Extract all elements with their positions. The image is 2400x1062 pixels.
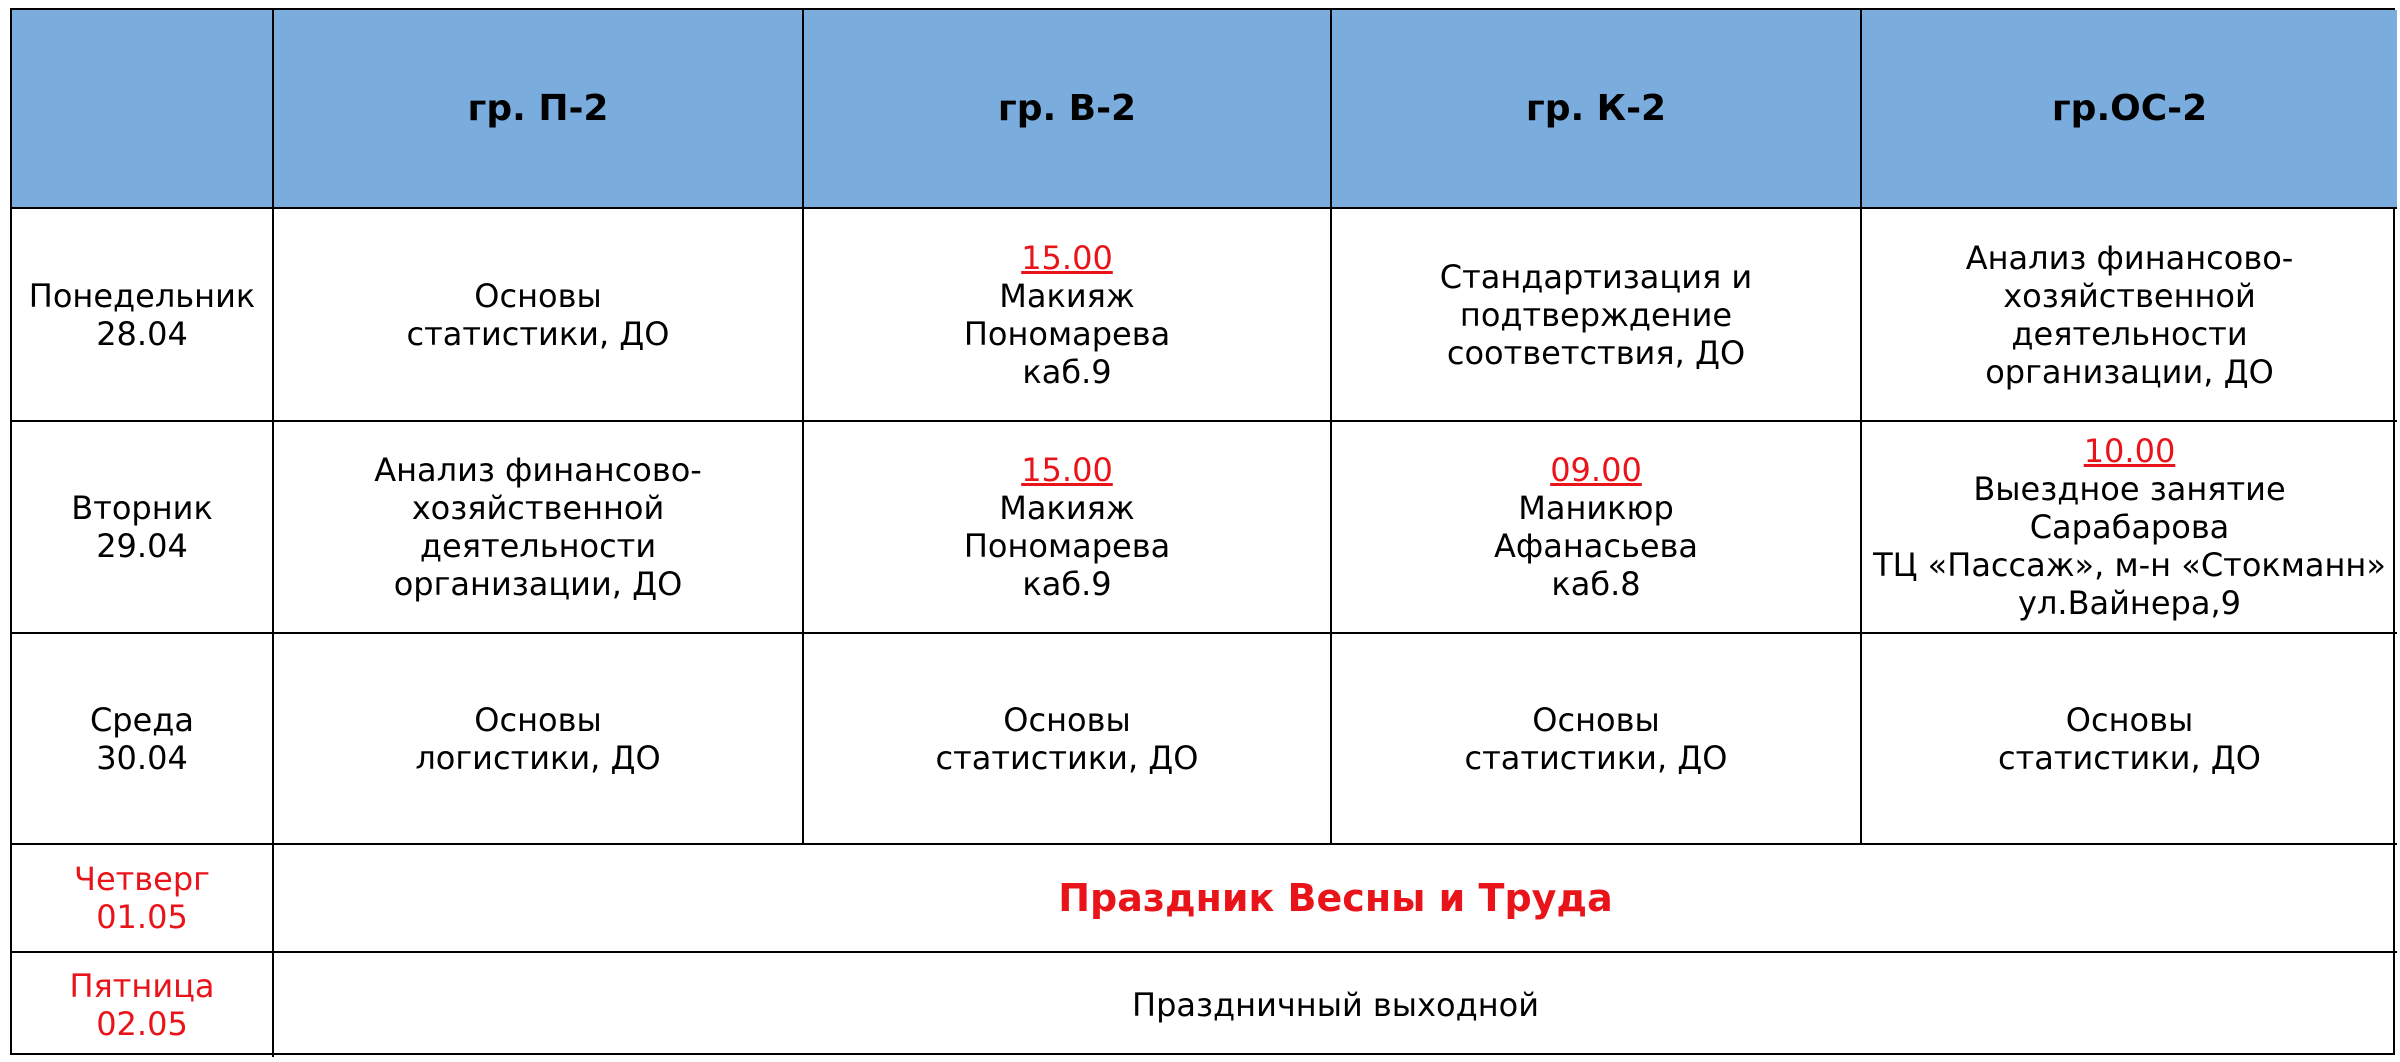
lesson-line: организации, ДО (1985, 352, 2274, 391)
day-off-banner (274, 953, 2397, 1057)
day-name: Понедельник (28, 276, 256, 315)
day-off-text: Праздничный выходной (1132, 986, 1539, 1024)
lesson-line: Основы (1532, 700, 1660, 739)
lesson-cell (274, 209, 804, 422)
header-group-k2 (1332, 10, 1862, 209)
day-cell-thursday (12, 845, 274, 953)
lesson-line: Макияж (999, 276, 1135, 315)
lesson-line: ТЦ «Пассаж», м-н «Стокманн» (1873, 546, 2386, 584)
lesson-line: каб.9 (1022, 352, 1112, 391)
lesson-line: деятельности (419, 527, 657, 565)
lesson-cell (1862, 209, 2397, 422)
lesson-time: 10.00 (2083, 432, 2176, 470)
day-cell-friday (12, 953, 274, 1057)
lesson-line: Макияж (999, 489, 1135, 527)
lesson-line: организации, ДО (393, 565, 683, 603)
lesson-line: логистики, ДО (415, 738, 661, 777)
lesson-line: Стандартизация и (1439, 257, 1753, 296)
lesson-line: Анализ финансово- (374, 451, 702, 489)
day-date: 02.05 (96, 1005, 188, 1043)
day-name: Вторник (71, 489, 213, 527)
lesson-line: Выездное занятие (1973, 470, 2286, 508)
lesson-cell (1862, 634, 2397, 845)
lesson-line: Основы (2065, 700, 2194, 739)
schedule-table (10, 8, 2395, 1055)
lesson-line: Афанасьева (1494, 527, 1698, 565)
lesson-time: 15.00 (1021, 451, 1113, 489)
lesson-line: Маникюр (1518, 489, 1674, 527)
lesson-line: статистики, ДО (1464, 738, 1728, 777)
lesson-cell (1332, 634, 1862, 845)
lesson-line: статистики, ДО (1998, 738, 2261, 777)
holiday-banner (274, 845, 2397, 953)
day-name: Четверг (74, 860, 210, 898)
lesson-line: хозяйственной (411, 489, 665, 527)
lesson-cell (1332, 209, 1862, 422)
lesson-line: Основы (474, 700, 602, 739)
group-label: гр.ОС-2 (2051, 87, 2208, 129)
lesson-line: соответствия, ДО (1446, 333, 1746, 372)
lesson-cell (274, 422, 804, 634)
group-label: гр. В-2 (997, 87, 1137, 129)
lesson-cell (804, 422, 1332, 634)
lesson-line: хозяйственной (2003, 276, 2256, 315)
day-name: Пятница (69, 967, 215, 1005)
day-cell-wednesday (12, 634, 274, 845)
lesson-line: Пономарева (963, 314, 1171, 353)
lesson-line: каб.8 (1551, 565, 1641, 603)
lesson-line: ул.Вайнера,9 (2018, 584, 2241, 622)
day-name: Среда (89, 700, 195, 739)
lesson-cell (804, 634, 1332, 845)
header-group-os2 (1862, 10, 2397, 209)
day-cell-tuesday (12, 422, 274, 634)
lesson-line: статистики, ДО (935, 738, 1199, 777)
group-label: гр. П-2 (467, 87, 609, 129)
lesson-line: Основы (474, 276, 602, 315)
lesson-line: подтверждение (1459, 295, 1733, 334)
day-date: 01.05 (96, 898, 188, 936)
lesson-line: каб.9 (1022, 565, 1112, 603)
lesson-line: Пономарева (963, 527, 1171, 565)
lesson-cell (274, 634, 804, 845)
day-date: 28.04 (96, 314, 188, 353)
holiday-title: Праздник Весны и Труда (1058, 876, 1613, 920)
lesson-cell (1862, 422, 2397, 634)
day-date: 30.04 (96, 738, 188, 777)
lesson-line: статистики, ДО (406, 314, 670, 353)
lesson-line: Анализ финансово- (1965, 238, 2294, 277)
lesson-line: Сарабарова (2029, 508, 2230, 546)
lesson-cell (804, 209, 1332, 422)
header-group-p2 (274, 10, 804, 209)
lesson-line: Основы (1003, 700, 1131, 739)
lesson-time: 15.00 (1021, 238, 1113, 277)
lesson-line: деятельности (2011, 314, 2248, 353)
header-group-v2 (804, 10, 1332, 209)
day-cell-monday (12, 209, 274, 422)
header-corner-cell (12, 10, 274, 209)
day-date: 29.04 (96, 527, 188, 565)
lesson-cell (1332, 422, 1862, 634)
group-label: гр. К-2 (1525, 87, 1667, 129)
lesson-time: 09.00 (1550, 451, 1642, 489)
